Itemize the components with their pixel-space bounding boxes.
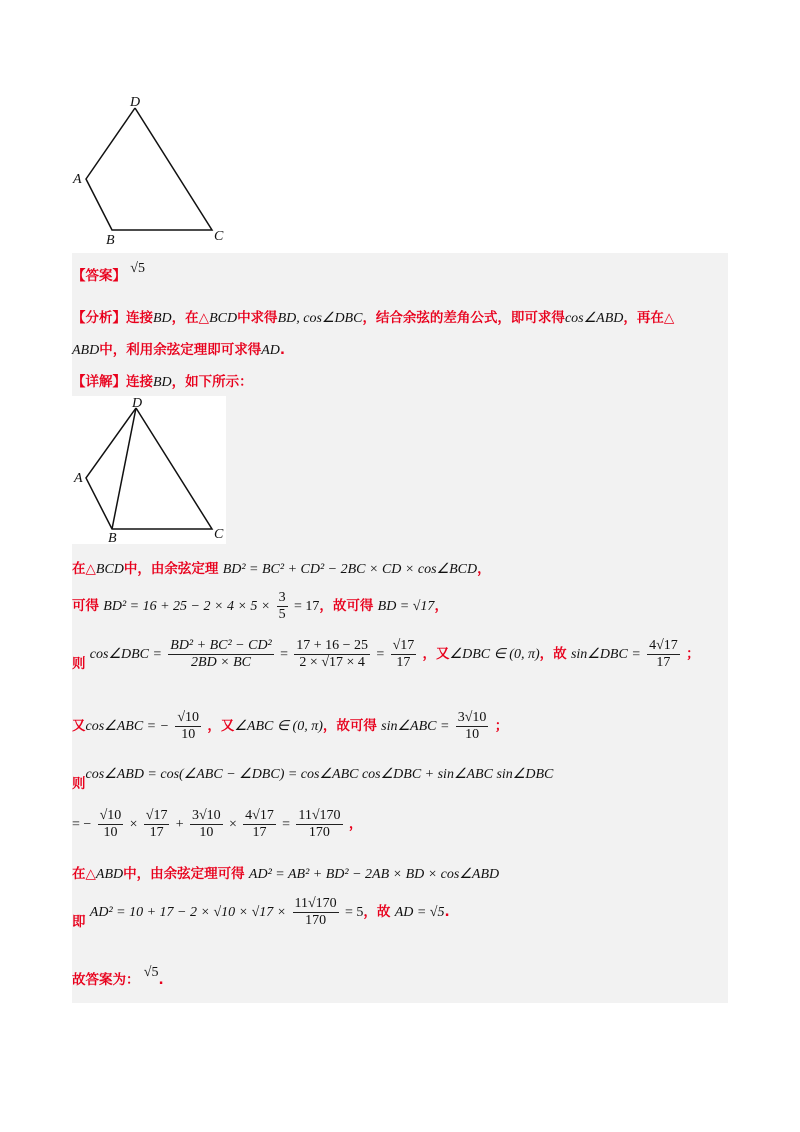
final-answer-line (72, 965, 164, 989)
step-text: ，故 (363, 904, 391, 920)
math-bd: BD (153, 311, 172, 326)
math-abd: ABD (72, 343, 100, 358)
fraction-denominator: 10 (465, 727, 480, 742)
fraction (647, 638, 680, 671)
fraction-denominator: 170 (308, 825, 330, 840)
answer-value: √5 (130, 261, 145, 276)
final-answer-value: √5 (143, 965, 159, 980)
analysis-text: ，结合余弦的差角公式，即可求得 (362, 310, 565, 326)
vertex-label-a: A (74, 471, 83, 486)
fraction-numerator: √10 (99, 808, 122, 823)
math-equation: cos∠ABD = cos(∠ABC − ∠DBC) = cos∠ABC cos∠DBC + sin∠ABC sin∠DBC (85, 767, 554, 782)
step-text: ，故 (539, 646, 567, 662)
math-bd: BD (153, 375, 172, 390)
math-ad: AD (261, 343, 280, 358)
vertex-label-d: D (132, 396, 143, 411)
answer-line (72, 261, 145, 285)
analysis-text: 中，利用余弦定理即可求得 (99, 342, 262, 358)
math-operator: × (228, 817, 237, 832)
math-equation: AD² = 10 + 17 − 2 × √10 × √17 × (89, 905, 287, 920)
step-text: ； (686, 646, 700, 662)
step-text: ； (494, 718, 509, 734)
quadrilateral-outline (86, 108, 212, 230)
analysis-tag: 【分析】 (72, 310, 126, 326)
math-range: ∠DBC ∈ (0, π) (449, 647, 540, 662)
fraction-numerator: BD² + BC² − CD² (170, 638, 272, 653)
analysis-text: 中求得 (237, 310, 278, 326)
step-text: ，又 (207, 718, 235, 734)
step-text: ，又 (422, 646, 450, 662)
fraction-numerator: 3√10 (457, 710, 487, 725)
math-operator: = (282, 817, 291, 832)
math-equation: BD² = 16 + 25 − 2 × 4 × 5 × (103, 599, 271, 614)
step-text: ， (477, 561, 491, 577)
math-bcd: BCD (209, 311, 238, 326)
math-operator: = − (72, 817, 92, 832)
fraction-numerator: √17 (145, 808, 168, 823)
vertex-label-a: A (73, 172, 82, 187)
step-text: 则 (72, 656, 86, 672)
math-equation: AD² = AB² + BD² − 2AB × BD × cos∠ABD (248, 867, 500, 882)
analysis-text: . (279, 342, 286, 358)
fraction (98, 808, 124, 841)
detail-tag: 【详解】 (72, 374, 126, 390)
fraction (293, 896, 339, 929)
math-equation: AD = √5 (394, 905, 445, 920)
fraction (277, 590, 288, 623)
step-text: 可得 (72, 598, 99, 614)
analysis-text: ，再在△ (623, 310, 675, 326)
fraction-denominator: 10 (199, 825, 214, 840)
step-text: 即 (72, 914, 86, 930)
math-bcd: BCD (95, 562, 124, 577)
math-operator: + (175, 817, 184, 832)
fraction-denominator: 10 (181, 727, 196, 742)
fraction (456, 710, 489, 743)
vertex-label-c: C (214, 527, 224, 542)
answer-tag: 【答案】 (72, 268, 126, 284)
step-text: 中，由余弦定理可得 (123, 866, 245, 882)
fraction (168, 638, 274, 671)
step-text: ，故可得 (319, 598, 374, 614)
math-abd: ABD (95, 867, 124, 882)
math-equation: = 5 (344, 905, 364, 920)
solution-panel (72, 253, 728, 1003)
fraction-numerator: 17 + 16 − 25 (296, 638, 369, 653)
fraction-numerator: 3 (278, 590, 286, 605)
vertex-label-c: C (214, 229, 224, 244)
math-equation: sin∠DBC = (570, 647, 641, 662)
fraction (144, 808, 170, 841)
step-text: . (444, 904, 450, 920)
step-text: ，故可得 (322, 718, 377, 734)
vertex-label-b: B (106, 233, 115, 248)
step-text: ， (434, 598, 448, 614)
fraction-numerator: √17 (392, 638, 415, 653)
step-text: 又 (72, 718, 86, 734)
fraction (175, 710, 201, 743)
math-equation: cos∠DBC = (89, 647, 162, 662)
fraction (296, 808, 342, 841)
fraction-numerator: 3√10 (191, 808, 221, 823)
math-equation: BD = √17 (377, 599, 435, 614)
fraction (391, 638, 417, 671)
step-7 (72, 862, 499, 883)
fraction-denominator: 2BD × BC (191, 655, 252, 670)
fraction-numerator: 4√17 (245, 808, 274, 823)
detail-text: 连接 (126, 374, 153, 390)
detail-text: ，如下所示： (171, 374, 253, 390)
math-operator: × (129, 817, 138, 832)
step-text: 则 (72, 776, 86, 792)
fraction-numerator: √10 (177, 710, 200, 725)
quadrilateral-with-diagonal-figure (72, 396, 226, 544)
fraction (190, 808, 223, 841)
step-text: 中，由余弦定理 (123, 561, 219, 577)
fraction (243, 808, 276, 841)
vertex-label-d: D (130, 95, 141, 110)
math-range: ∠ABC ∈ (0, π) (234, 719, 323, 734)
fraction-numerator: 11√170 (298, 808, 341, 823)
step-2 (72, 590, 448, 623)
step-8 (72, 896, 450, 929)
fraction-denominator: 17 (396, 655, 411, 670)
step-text: 在△ (72, 561, 96, 577)
step-3: 则 cos∠DBC = $\frac{\text{BD² + BC² − CD²}}{2BD \times BC}$ = $\frac{17 + 16 - 25}{2 \times √17 \times 4}$ = $\frac{√17}{17}$ ，又∠DBC ∈ (0, π)，故 sin∠DBC = $\frac{4√17}{17}$ ； (72, 638, 700, 672)
fraction (294, 638, 370, 671)
final-answer-label: 故答案为： (72, 972, 140, 988)
math-expr: cos∠ABD (564, 311, 624, 326)
fraction-denominator: 5 (278, 607, 286, 622)
step-text: ， (348, 816, 363, 832)
analysis-text: 连接 (126, 310, 153, 326)
diagonal-bd (112, 408, 136, 529)
fraction-numerator: 4√17 (649, 638, 678, 653)
quadrilateral-outline (86, 408, 212, 529)
fraction-denominator: 17 (252, 825, 267, 840)
fraction-numerator: 11√170 (294, 896, 337, 911)
math-equation: BD² = BC² + CD² − 2BC × CD × cos∠BCD (222, 562, 478, 577)
fraction-denominator: 17 (149, 825, 164, 840)
vertex-label-b: B (108, 531, 117, 544)
fraction-denominator: 17 (656, 655, 671, 670)
step-text: . (158, 972, 164, 988)
analysis-text: ，在△ (171, 310, 210, 326)
fraction-denominator: 170 (305, 913, 327, 928)
step-text: 在△ (72, 866, 96, 882)
quadrilateral-figure (70, 92, 240, 250)
step-6 (72, 808, 362, 841)
fraction-denominator: 10 (103, 825, 118, 840)
math-equation: = 17 (293, 599, 320, 614)
math-equation: sin∠ABC = (381, 719, 450, 734)
analysis-line-1 (72, 306, 674, 327)
analysis-line-2 (72, 338, 285, 359)
step-5 (72, 762, 554, 792)
detail-line (72, 370, 253, 391)
math-equation: cos∠ABC = − (85, 719, 170, 734)
math-expr: BD, cos∠DBC (277, 311, 363, 326)
step-4 (72, 710, 508, 743)
step-1 (72, 557, 491, 578)
fraction-denominator: 2 × √17 × 4 (299, 655, 365, 670)
